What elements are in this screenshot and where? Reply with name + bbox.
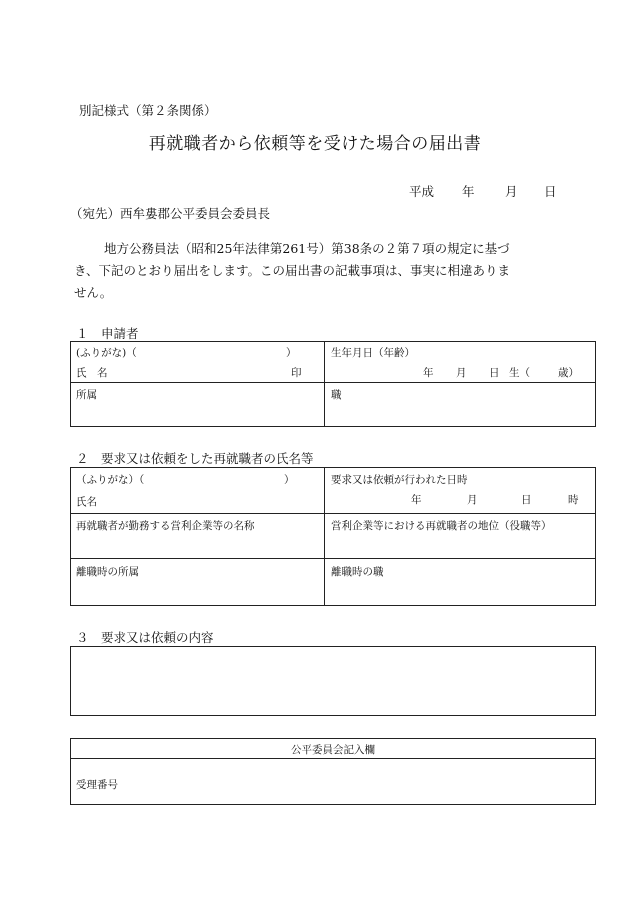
reemployed-furigana-close: ） bbox=[284, 474, 295, 486]
applicant-name-label: 氏 名 bbox=[76, 367, 108, 379]
reemployed-name-label: 氏名 bbox=[76, 496, 97, 508]
dob-year: 年 bbox=[423, 367, 434, 379]
applicant-position-label: 職 bbox=[331, 389, 342, 401]
declaration-line: き、下記のとおり届出をします。この届出書の記載事項は、事実に相違ありま bbox=[74, 263, 511, 278]
retire-affiliation-label: 離職時の所属 bbox=[76, 566, 139, 578]
addressee: （宛先）西牟婁郡公平委員会委員長 bbox=[70, 206, 271, 221]
date-year: 年 bbox=[462, 184, 475, 199]
declaration-line: 地方公務員法（昭和25年法律第261号）第38条の２第７項の規定に基づ bbox=[104, 241, 510, 256]
company-name-label: 再就職者が勤務する営利企業等の名称 bbox=[76, 520, 255, 532]
dt-day: 日 bbox=[521, 494, 532, 506]
dt-month: 月 bbox=[467, 494, 478, 506]
dt-year: 年 bbox=[411, 494, 422, 506]
dt-hour: 時 bbox=[568, 494, 579, 506]
reemployed-person-table bbox=[70, 467, 596, 606]
dob-birth: 生（ bbox=[509, 367, 530, 379]
section2-heading: ２ 要求又は依頼をした再就職者の氏名等 bbox=[76, 451, 314, 466]
dob-day: 日 bbox=[489, 367, 500, 379]
table-divider bbox=[70, 513, 596, 514]
request-content-box bbox=[70, 646, 596, 716]
table-divider bbox=[70, 382, 596, 383]
applicant-seal-mark: 印 bbox=[291, 367, 302, 379]
date-era: 平成 bbox=[409, 184, 435, 199]
form-label: 別記様式（第２条関係） bbox=[79, 103, 217, 118]
declaration-line: せん。 bbox=[74, 285, 113, 300]
table-divider bbox=[70, 558, 596, 559]
table-divider bbox=[324, 341, 325, 427]
request-datetime-label: 要求又は依頼が行われた日時 bbox=[331, 474, 468, 486]
applicant-furigana-close: ） bbox=[286, 347, 297, 359]
company-position-label: 営利企業等における再就職者の地位（役職等） bbox=[331, 520, 552, 532]
applicant-furigana-label: (ふりがな)（ bbox=[76, 347, 137, 359]
section3-heading: ３ 要求又は依頼の内容 bbox=[76, 630, 214, 645]
committee-box-heading: 公平委員会記入欄 bbox=[291, 744, 375, 756]
dob-age: 歳） bbox=[558, 367, 579, 379]
table-divider bbox=[324, 467, 325, 606]
date-month: 月 bbox=[505, 184, 518, 199]
applicant-affiliation-label: 所属 bbox=[76, 389, 97, 401]
form-title: 再就職者から依頼等を受けた場合の届出書 bbox=[148, 134, 482, 154]
retire-position-label: 離職時の職 bbox=[331, 566, 384, 578]
reemployed-furigana-label: （ふりがな）（ bbox=[76, 474, 145, 486]
date-day: 日 bbox=[544, 184, 557, 199]
applicant-dob-label: 生年月日（年齢） bbox=[331, 347, 415, 359]
dob-month: 月 bbox=[456, 367, 467, 379]
table-divider bbox=[70, 758, 596, 759]
section1-heading: １ 申請者 bbox=[76, 326, 139, 341]
declaration-paragraph bbox=[74, 238, 564, 304]
receipt-number-label: 受理番号 bbox=[76, 779, 118, 791]
